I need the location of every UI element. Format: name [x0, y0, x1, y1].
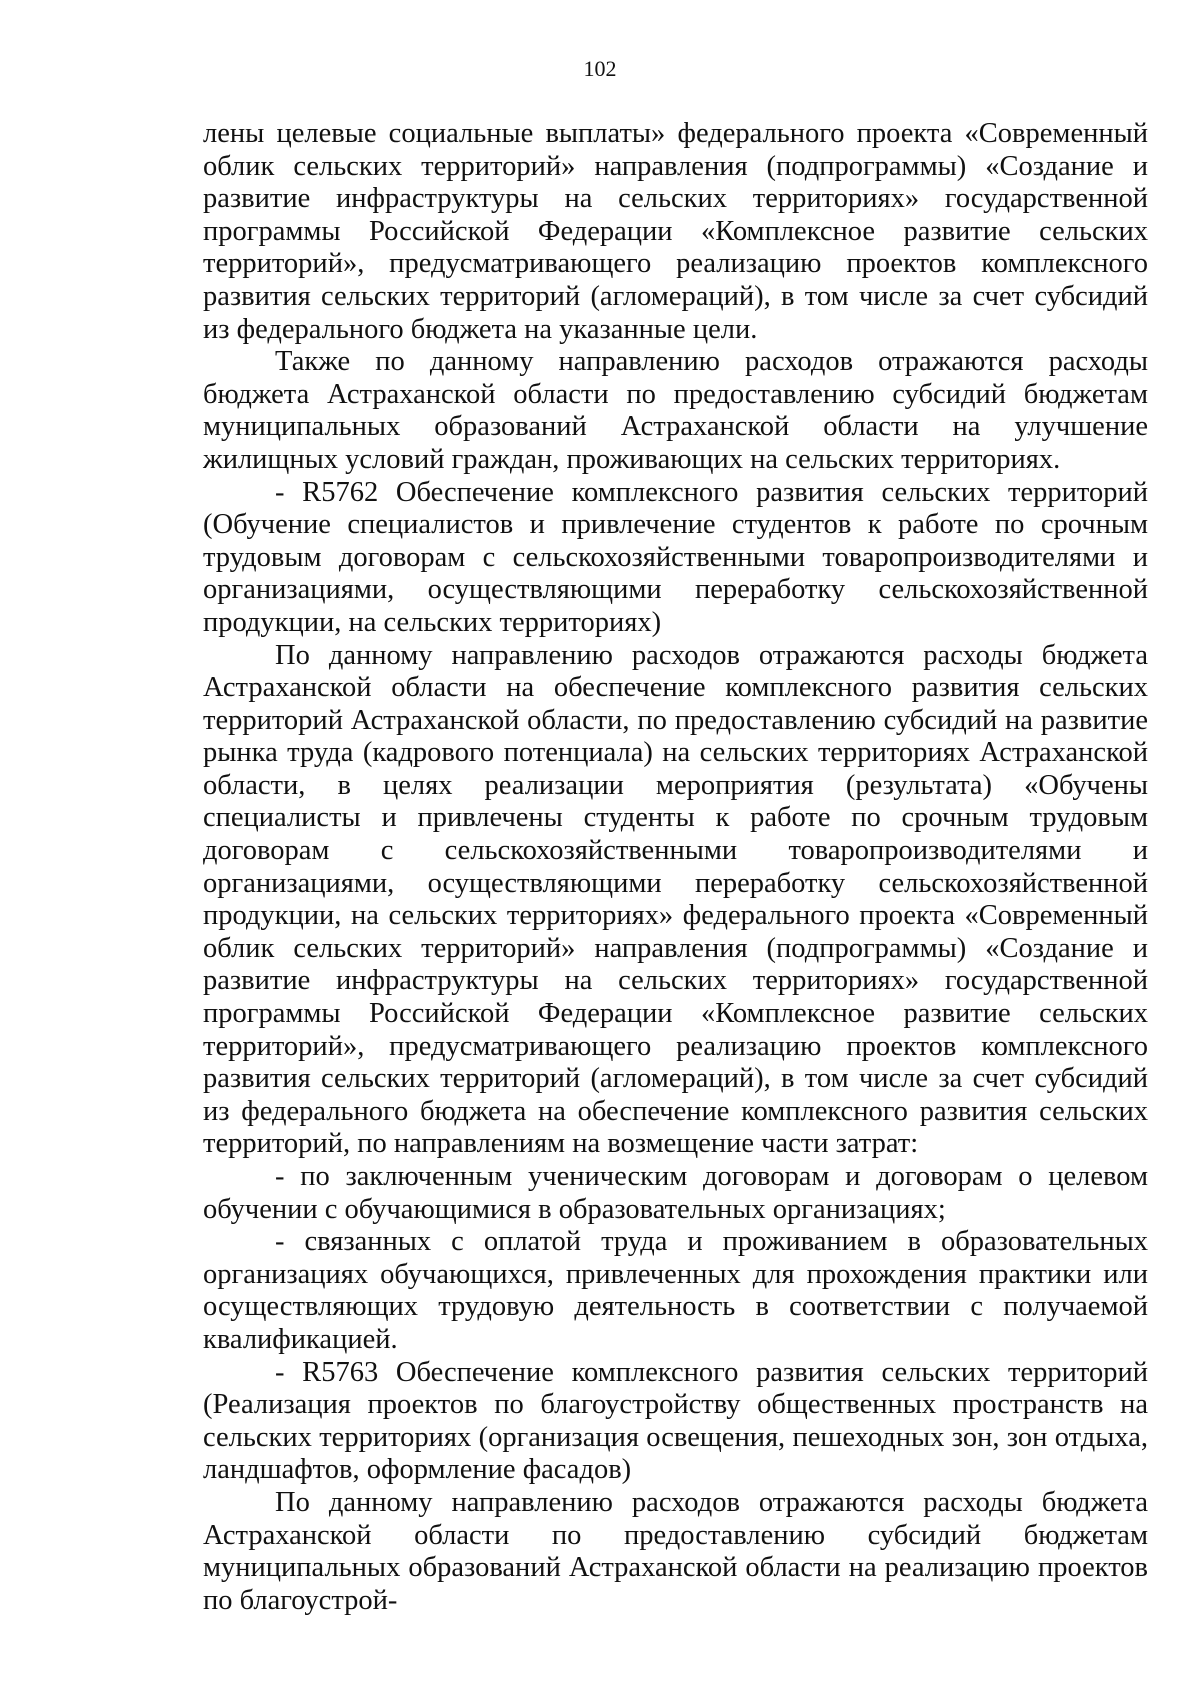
paragraph-continuation: лены целевые социальные выплаты» федерального проекта «Современный облик сельских территорий» направления (подпрограммы) «Создание и развитие инфраструктуры на сельских территориях» государственной программы Российской Федерации «Комплексное развитие сельских территорий», предусматривающего реализацию проектов комплексного развития сельских территорий (агломераций), в том числе за счет субсидий из федерального бюджета на указанные цели.: [203, 118, 1148, 345]
paragraph: По данному направлению расходов отражаются расходы бюджета Астраханской области на обеспечение комплексного развития сельских территорий Астраханской области, по предоставлению субсидий на развитие рынка труда (кадрового потенциала) на сельских территориях Астраханской области, в целях реализации мероприятия (результата) «Обучены специалисты и привлечены студенты к работе по срочным трудовым договорам с сельскохозяйственными товаропроизводителями и организациями, осуществляющими переработку сельскохозяйственной продукции, на сельских территориях» федерального проекта «Современный облик сельских территорий» направления (подпрограммы) «Создание и развитие инфраструктуры на сельских территориях» государственной программы Российской Федерации «Комплексное развитие сельских территорий», предусматривающего реализацию проектов комплексного развития сельских территорий (агломераций), в том числе за счет субсидий из федерального бюджета на обеспечение комплексного развития сельских территорий, по направлениям на возмещение части затрат:: [203, 639, 1148, 1160]
list-item: - по заключенным ученическим договорам и договорам о целевом обучении с обучающимися в образовательных организациях;: [203, 1161, 1148, 1225]
paragraph: Также по данному направлению расходов отражаются расходы бюджета Астраханской области по предоставлению субсидий бюджетам муниципальных образований Астраханской области на улучшение жилищных условий граждан, проживающих на сельских территориях.: [203, 346, 1148, 475]
paragraph: По данному направлению расходов отражаются расходы бюджета Астраханской области по предоставлению субсидий бюджетам муниципальных образований Астраханской области на реализацию проектов по благоустрой-: [203, 1486, 1148, 1616]
budget-code-item-r5762: - R5762 Обеспечение комплексного развития сельских территорий (Обучение специалистов и привлечение студентов к работе по срочным трудовым договорам с сельскохозяйственными товаропроизводителями и организациями, осуществляющими переработку сельскохозяйственной продукции, на сельских территориях): [203, 476, 1148, 638]
budget-code-item-r5763: - R5763 Обеспечение комплексного развития сельских территорий (Реализация проектов по благоустройству общественных пространств на сельских территориях (организация освещения, пешеходных зон, зон отдыха, ландшафтов, оформление фасадов): [203, 1356, 1148, 1486]
page-number: 102: [583, 56, 617, 81]
list-item: - связанных с оплатой труда и проживанием в образовательных организациях обучающихся, привлеченных для прохождения практики или осуществляющих трудовую деятельность в соответствии с получаемой квалификацией.: [203, 1226, 1148, 1355]
document-body: [203, 118, 1148, 1617]
